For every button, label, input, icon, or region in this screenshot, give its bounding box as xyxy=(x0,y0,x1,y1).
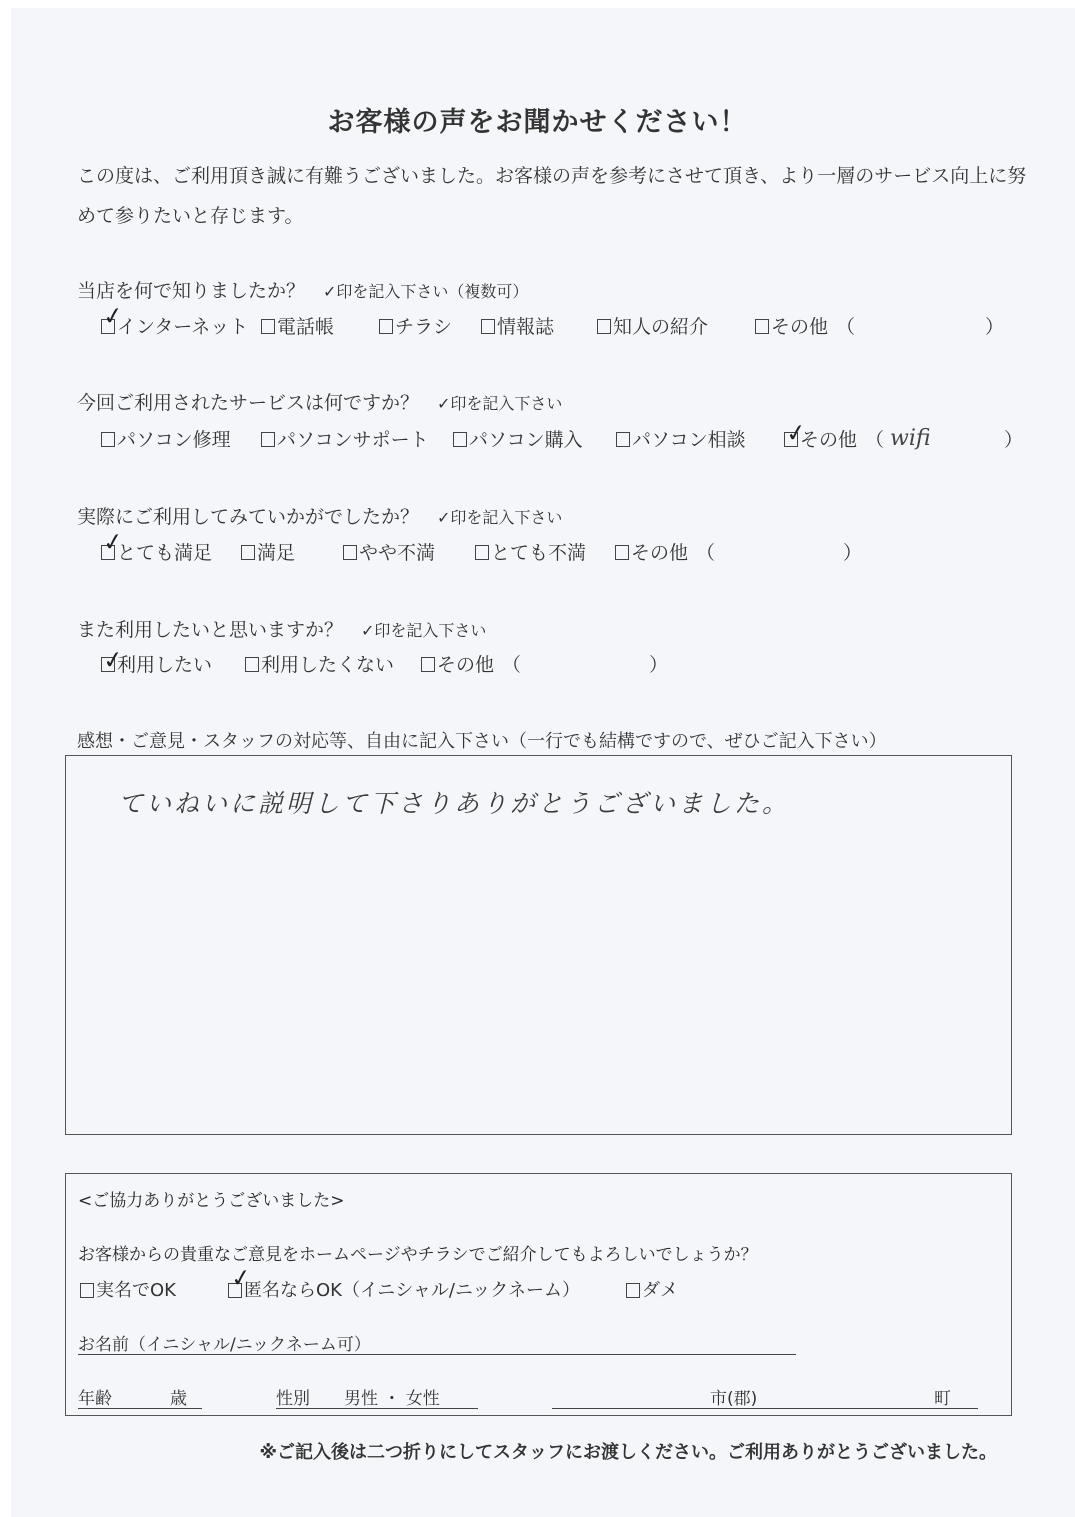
question-hint: ✓印を記入下さい xyxy=(361,621,487,640)
consent-section xyxy=(65,1173,1012,1416)
checkbox[interactable] xyxy=(475,545,489,560)
footer-note: ※ご記入後は二つ折りにしてスタッフにお渡しください。ご利用ありがとうございました。 xyxy=(259,1442,997,1463)
option-decline[interactable]: ダメ xyxy=(626,1276,678,1302)
checkbox[interactable] xyxy=(241,545,255,560)
gender-label: 性別 xyxy=(276,1389,310,1409)
checkbox[interactable] xyxy=(626,1283,640,1298)
checkbox[interactable] xyxy=(101,644,125,676)
checkbox[interactable] xyxy=(261,319,275,334)
option-yes[interactable]: ✓ 利用したい xyxy=(101,644,213,676)
checkbox[interactable] xyxy=(453,432,467,447)
question-satisfaction xyxy=(77,502,562,529)
age-label: 年齢 xyxy=(78,1389,112,1409)
options-return xyxy=(101,644,669,677)
checkbox[interactable] xyxy=(245,657,259,672)
intro-line-2: めて参りたいと存じます。 xyxy=(77,205,304,227)
option-other[interactable]: ✓ その他 （ wifi ） xyxy=(784,417,1024,451)
checkbox[interactable] xyxy=(101,432,115,447)
checkbox[interactable] xyxy=(101,526,125,560)
options-source xyxy=(101,300,1005,339)
comments-value: ていねいに説明して下さりありがとうございました。 xyxy=(118,789,791,818)
checkbox[interactable] xyxy=(101,300,125,334)
option-internet[interactable]: ✓ インターネット xyxy=(101,300,249,338)
consent-heading: <ご協力ありがとうございました> xyxy=(78,1191,345,1211)
option-flyer[interactable]: チラシ xyxy=(379,312,481,339)
option-pc-support[interactable]: パソコンサポート xyxy=(261,425,453,452)
checkbox[interactable] xyxy=(343,545,357,560)
other-input[interactable]: wifi xyxy=(890,426,931,451)
question-label: 今回ご利用されたサービスは何ですか？ xyxy=(77,392,420,414)
checkbox[interactable] xyxy=(615,545,629,560)
question-hint: ✓印を記入下さい xyxy=(437,394,563,413)
gender-options: 男性 ・ 女性 xyxy=(344,1389,440,1409)
gender-field[interactable] xyxy=(276,1384,478,1409)
check-mark-icon: ✓ xyxy=(101,644,125,676)
question-label: 当店を何で知りましたか？ xyxy=(77,280,306,302)
page-title: お客様の声をお聞かせください！ xyxy=(327,107,748,138)
name-field[interactable] xyxy=(78,1330,796,1355)
checkbox[interactable] xyxy=(228,1262,253,1298)
consent-options xyxy=(80,1262,678,1302)
intro-line-1: この度は、ご利用頂き誠に有難うございました。お客様の声を参考にさせて頂き、より一層のサービス向上に努 xyxy=(77,165,1027,187)
comments-textarea[interactable] xyxy=(65,755,1012,1135)
option-anonymous-ok[interactable]: ✓ 匿名ならOK（イニシャル/ニックネーム） xyxy=(229,1262,581,1301)
checkbox[interactable] xyxy=(421,657,435,672)
question-hint: ✓印を記入下さい（複数可） xyxy=(323,282,529,301)
check-mark-icon: ✓ xyxy=(101,300,125,332)
option-other[interactable]: その他 （ ） xyxy=(755,312,1004,339)
option-referral[interactable]: 知人の紹介 xyxy=(597,312,755,339)
town-label: 町 xyxy=(934,1389,951,1409)
checkbox[interactable] xyxy=(616,432,630,447)
checkbox[interactable] xyxy=(784,417,808,449)
check-mark-icon: ✓ xyxy=(101,526,125,558)
options-service xyxy=(101,417,1024,452)
option-magazine[interactable]: 情報誌 xyxy=(481,312,597,339)
option-very-dissatisfied[interactable]: とても不満 xyxy=(475,538,615,565)
option-satisfied[interactable]: 満足 xyxy=(241,538,343,565)
checkbox[interactable] xyxy=(261,432,275,447)
question-label: 実際にご利用してみていかがでしたか？ xyxy=(77,506,420,528)
option-pc-purchase[interactable]: パソコン購入 xyxy=(453,425,616,452)
question-return xyxy=(77,615,486,642)
checkbox[interactable] xyxy=(481,319,495,334)
option-pc-repair[interactable]: パソコン修理 xyxy=(101,425,261,452)
checkbox[interactable] xyxy=(597,319,611,334)
check-mark-icon: ✓ xyxy=(229,1262,253,1293)
options-satisfaction xyxy=(101,526,863,565)
option-very-satisfied[interactable]: ✓ とても満足 xyxy=(101,526,213,564)
name-label: お名前（イニシャル/ニックネーム可） xyxy=(78,1335,371,1355)
address-field[interactable] xyxy=(552,1384,978,1409)
city-label: 市(郡) xyxy=(710,1389,758,1409)
checkbox[interactable] xyxy=(80,1283,94,1298)
option-real-name-ok[interactable]: 実名でOK xyxy=(80,1276,228,1302)
age-unit: 歳 xyxy=(170,1389,187,1409)
option-pc-consult[interactable]: パソコン相談 xyxy=(616,425,784,452)
option-phonebook[interactable]: 電話帳 xyxy=(261,312,379,339)
comments-label: 感想・ご意見・スタッフの対応等、自由に記入下さい（一行でも結構ですので、ぜひご記入下さい） xyxy=(77,731,887,752)
question-source xyxy=(77,276,528,303)
question-label: また利用したいと思いますか？ xyxy=(77,619,344,641)
consent-question: お客様からの貴重なご意見をホームページやチラシでご紹介してもよろしいでしょうか？ xyxy=(78,1245,758,1265)
question-service xyxy=(77,388,562,415)
age-field[interactable] xyxy=(78,1384,202,1409)
checkbox[interactable] xyxy=(755,319,769,334)
option-no[interactable]: 利用したくない xyxy=(245,650,421,677)
checkbox[interactable] xyxy=(379,319,393,334)
option-other[interactable]: その他 （ ） xyxy=(421,650,668,677)
question-hint: ✓印を記入下さい xyxy=(437,508,563,527)
option-other[interactable]: その他 （ ） xyxy=(615,538,862,565)
option-somewhat-dissatisfied[interactable]: やや不満 xyxy=(343,538,475,565)
check-mark-icon: ✓ xyxy=(784,417,808,449)
